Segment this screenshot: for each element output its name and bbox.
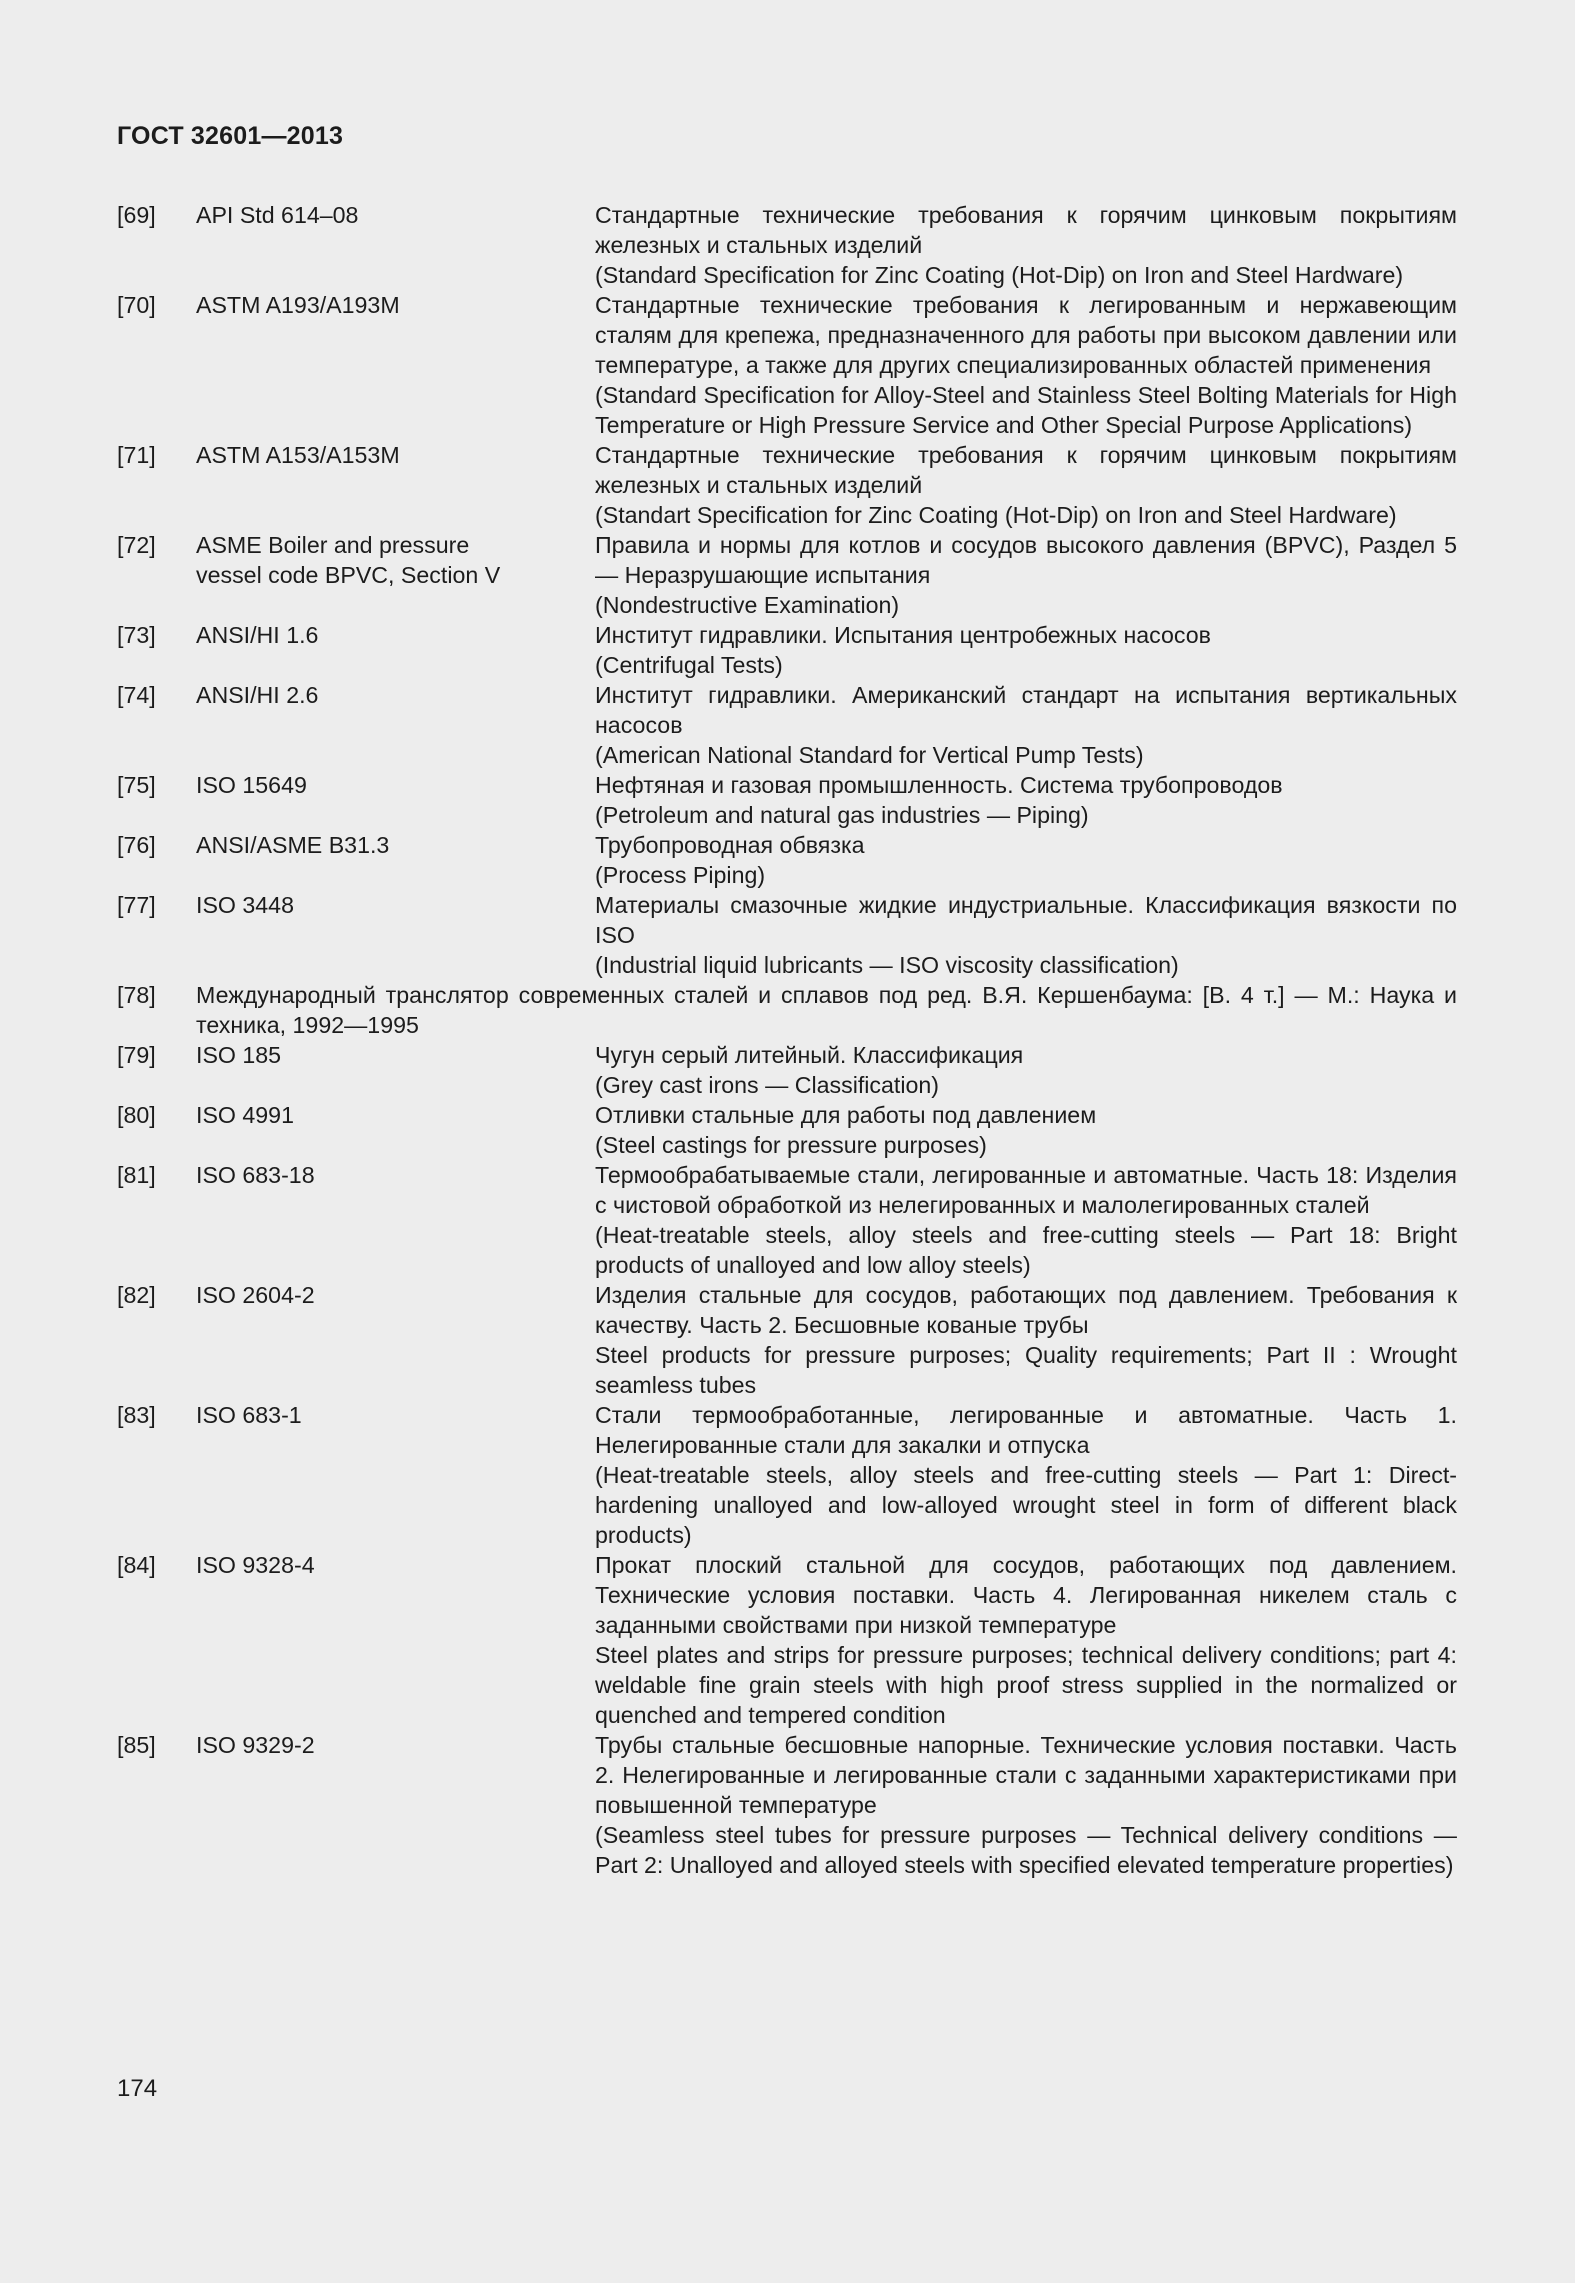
reference-number: [84] [117,1552,156,1578]
reference-code: ISO 9329-2 [196,1732,315,1758]
description-en: (American National Standard for Vertical Pump Tests) [595,742,1144,768]
description-ru: Материалы смазочные жидкие индустриальные. Классификация вязкости по ISO [595,892,1457,948]
description-ru: Нефтяная и газовая промышленность. Система трубопроводов [595,772,1283,798]
description-ru: Институт гидравлики. Американский стандарт на испытания вертикальных насосов [595,682,1457,738]
reference-number: [76] [117,832,156,858]
description-ru: Отливки стальные для работы под давлением [595,1102,1097,1128]
description-ru: Стандартные технические требования к горячим цинковым покрытиям железных и стальных изделий [595,202,1457,258]
reference-number: [75] [117,772,156,798]
reference-description [595,770,1457,830]
document-header: ГОСТ 32601—2013 [117,122,344,150]
description-en: (Petroleum and natural gas industries — Piping) [595,802,1089,828]
reference-number: [82] [117,1282,156,1308]
description-en: (Steel castings for pressure purposes) [595,1132,987,1158]
reference-78 [117,980,1457,1040]
reference-code: ISO 2604-2 [196,1282,315,1308]
reference-description [595,530,1457,620]
reference-code: ANSI/HI 2.6 [196,682,319,708]
reference-code: ASTM A193/A193M [196,292,400,318]
description-en: Steel products for pressure purposes; Quality requirements; Part II : Wrought seamless tubes [595,1342,1457,1398]
reference-code: ISO 683-1 [196,1402,302,1428]
reference-code: API Std 614–08 [196,202,359,228]
reference-74 [117,680,1457,770]
reference-code: ANSI/ASME B31.3 [196,832,390,858]
description-ru: Правила и нормы для котлов и сосудов высокого давления (BPVC), Раздел 5 — Неразрушающие испытания [595,532,1457,588]
reference-code: ISO 15649 [196,772,307,798]
reference-number: [69] [117,202,156,228]
reference-code: ANSI/HI 1.6 [196,622,319,648]
reference-description [595,1400,1457,1550]
reference-description [595,1730,1457,1880]
reference-description [595,1280,1457,1400]
description-en: (Heat-treatable steels, alloy steels and free-cutting steels — Part 18: Bright products of unalloyed and low alloy steels) [595,1222,1457,1278]
reference-70 [117,290,1457,440]
reference-code: ASME Boiler and pressure vessel code BPVC, Section V [196,532,501,588]
reference-72 [117,530,1457,620]
reference-description [595,1160,1457,1280]
reference-number: [70] [117,292,156,318]
reference-85 [117,1730,1457,1880]
reference-description [595,1100,1457,1160]
reference-73 [117,620,1457,680]
description-ru: Прокат плоский стальной для сосудов, работающих под давлением. Технические условия поставки. Часть 4. Легированная никелем сталь с заданными свойствами при низкой температуре [595,1552,1457,1638]
reference-76 [117,830,1457,890]
reference-75 [117,770,1457,830]
reference-description [595,440,1457,530]
description-ru: Стандартные технические требования к легированным и нержавеющим сталям для крепежа, предназначенного для работы при высоком давлении или температуре, а также для других специализированных областей применения [595,292,1457,378]
description-ru: Трубы стальные бесшовные напорные. Технические условия поставки. Часть 2. Нелегированные и легированные стали с заданными характеристиками при повышенной температуре [595,1732,1457,1818]
reference-number: [72] [117,532,156,558]
reference-description [595,680,1457,770]
reference-code: ISO 3448 [196,892,294,918]
reference-description [595,620,1457,680]
reference-description [595,200,1457,290]
reference-description [595,290,1457,440]
reference-code: ISO 185 [196,1042,282,1068]
reference-description [595,1550,1457,1730]
reference-number: [78] [117,982,156,1008]
description-en: (Standard Specification for Alloy-Steel and Stainless Steel Bolting Materials for High Temperature or High Pressure Service and Other Special Purpose Applications) [595,382,1457,438]
reference-77 [117,890,1457,980]
description-en: (Standard Specification for Zinc Coating (Hot-Dip) on Iron and Steel Hardware) [595,262,1404,288]
reference-83 [117,1400,1457,1550]
reference-84 [117,1550,1457,1730]
description-en: (Seamless steel tubes for pressure purposes — Technical delivery conditions — Part 2: Unalloyed and alloyed steels with specified elevated temperature properties) [595,1822,1457,1878]
reference-number: [85] [117,1732,156,1758]
reference-number: [71] [117,442,156,468]
reference-number: [80] [117,1102,156,1128]
reference-80 [117,1100,1457,1160]
description-en: (Industrial liquid lubricants — ISO viscosity classification) [595,952,1179,978]
reference-number: [81] [117,1162,156,1188]
reference-list [117,200,1457,1880]
description-en: (Centrifugal Tests) [595,652,783,678]
reference-description [595,830,1457,890]
reference-code: ISO 9328-4 [196,1552,315,1578]
reference-number: [73] [117,622,156,648]
description-ru: Термообрабатываемые стали, легированные и автоматные. Часть 18: Изделия с чистовой обработкой из нелегированных и малолегированных сталей [595,1162,1457,1218]
reference-71 [117,440,1457,530]
description-en: (Nondestructive Examination) [595,592,900,618]
reference-number: [79] [117,1042,156,1068]
description-ru: Чугун серый литейный. Классификация [595,1042,1024,1068]
reference-number: [77] [117,892,156,918]
description-ru: Стандартные технические требования к горячим цинковым покрытиям железных и стальных изделий [595,442,1457,498]
reference-number: [74] [117,682,156,708]
description-ru: Стали термообработанные, легированные и автоматные. Часть 1. Нелегированные стали для закалки и отпуска [595,1402,1457,1458]
description-en: (Standart Specification for Zinc Coating (Hot-Dip) on Iron and Steel Hardware) [595,502,1397,528]
reference-code: ASTM A153/A153M [196,442,400,468]
page-number: 174 [117,2075,158,2102]
reference-69 [117,200,1457,290]
reference-code: ISO 683-18 [196,1162,315,1188]
description-en: (Process Piping) [595,862,766,888]
description-en: (Grey cast irons — Classification) [595,1072,940,1098]
description-en: Steel plates and strips for pressure purposes; technical delivery conditions; part 4: weldable fine grain steels with high proof stress supplied in the normalized or quenched and tempered condition [595,1642,1457,1728]
description-ru: Изделия стальные для сосудов, работающих под давлением. Требования к качеству. Часть 2. Бесшовные кованые трубы [595,1282,1457,1338]
reference-description [595,1040,1457,1100]
description-ru: Институт гидравлики. Испытания центробежных насосов [595,622,1211,648]
reference-code: ISO 4991 [196,1102,294,1128]
description-ru: Трубопроводная обвязка [595,832,865,858]
reference-number: [83] [117,1402,156,1428]
reference-81 [117,1160,1457,1280]
reference-79 [117,1040,1457,1100]
reference-82 [117,1280,1457,1400]
description-en: (Heat-treatable steels, alloy steels and free-cutting steels — Part 1: Direct-hardening unalloyed and low-alloyed wrought steel in form of different black products) [595,1462,1457,1548]
reference-description [595,890,1457,980]
reference-full-text: Международный транслятор современных сталей и сплавов под ред. В.Я. Кершенбаума: [В. 4 т.] — М.: Наука и техника, 1992—1995 [196,982,1457,1038]
